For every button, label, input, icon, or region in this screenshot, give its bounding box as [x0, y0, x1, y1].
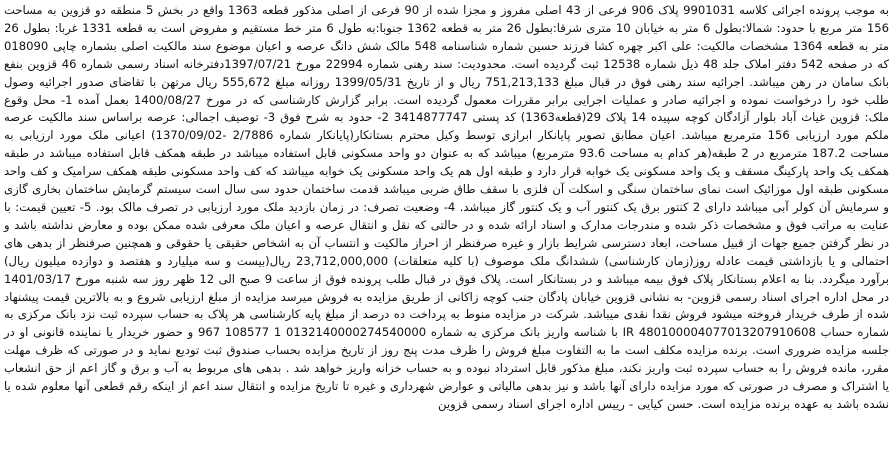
notice-body-text: به موجب پرونده اجرائی کلاسه 9901031 پلاک 906 فرعی از 43 اصلی مفروز و مجزا شده از 90 فرعی از اصلی مذکور قطعه 1363 واقع در بخش 5 منطقه دو قزوین به مساحت 156 متر مربع با حدود: شمالا:بطول 6 متر به خیابان 10 متری شرقا:بطول 26 متر به قطعه 1362 جنوبا:به طول 6 متر خط مستقیم و مفروض است به قطعه 1331 غربا: بطول 26 متر به قطعه 1364 مشخصات مالکیت: علی اکبر چهره کشا فرزند حسین شماره شناسنامه 548 مالک شش دانگ عرصه و اعیان موضوع سند مالکیت اصلی بشماره چاپی 018090 که در صفحه 542 دفتر املاک جلد 48 ذیل شماره 12538 ثبت گردیده است. محدودیت: سند رهنی شماره 22994 مورخ 1397/07/21دفترخانه اسناد رسمی شماره 46 قزوین بنفع بانک سامان در رهن میباشد. اجرائیه سند رهنی فوق در قبال مبلغ 751,213,133 ریال و از تاریخ 1399/05/31 روزانه مبلغ 555,672 ریال مرتهن با تقاضای صدور اجرائیه وصول طلب خود را درخواست نموده و اجرائیه صادر و عملیات اجرایی برابر مقررات معمول گردیده است. برابر گزارش کارشناسی که در مورخ 1400/08/27 بعمل آمده 1- محل وقوع ملک: قزوین غیاث آباد بلوار آزادگان کوچه سپیده 14 پلاک 29(قطعه1363) کد پستی 3414877747 2- حدود به شرح فوق 3- توصیف اجمالی: عرصه براساس سند مالکیت عرصه ملکم مورد ارزیابی 156 مترمربع میباشد. اعیان مطابق تصویر پایانکار ابرازی توسط وکیل محترم بستانکار(پایانکار شماره 2/7886 -1370/09/02) اعیانی ملک مورد ارزیابی به مساحت 187.2 مترمربع در 2 طبقه(هر کدام به مساحت 93.6 مترمربع) میباشد که به عنوان دو واحد مسکونی قابل استفاده میباشد در طبقه همکف قابل استفاده میباشد در طبقه همکف یک واحد پارکینگ مسقف و یک واحد مسکونی یک خوابه قرار دارد و طبقه اول هم یک واحد مسکونی یک خوابه میباشد که کف واحد مسکونی طبقه همکف سرامیک و کف واحد مسکونی طبقه اول موزائیک است نمای ساختمان سنگی و اسکلت آن فلزی با سقف طاق ضربی میباشد قدمت ساختمان حدود سی سال است سیستم گرمایش ساختمان بخاری گازی و سرمایش آن کولر آبی میباشد دارای 2 کنتور برق یک کنتور آب و یک کنتور گاز میباشد. 4- وضعیت تصرف: در زمان بازدید ملک مورد ارزیابی در تصرف مالک بود. 5- تعیین قیمت: با عنایت به مراتب فوق و مشخصات ذکر شده و مندرجات مدارک و اسناد ارائه شده و در حالتی که نقل و انتقال عرصه و اعیان ملک معرفی شده ممکن بوده و معارض نداشته باشد و در نظر گرفتن جمیع جهات از قبیل مساحت، ابعاد دسترسی شرایط بازار و غیره صرفنظر از احراز مالکیت و انتساب آن به اشخاص حقیقی یا حقوقی و همچنین صرفنظر از بدهی های احتمالی و یا بازداشتی قیمت عادله روز(زمان کارشناسی) ششدانگ ملک موصوف (با کلیه متعلقات) 23,712,000,000 ریال(بیست و سه میلیارد و هفتصد و دوازده میلیون ریال) برآورد میگردد. بنا به اعلام بستانکار پلاک فوق بیمه میباشد و در بستانکار است. پلاک فوق در قبال طلب پرونده فوق از ساعت 9 صبح الی 12 ظهر روز سه شنبه مورخ 1401/03/17 در محل اداره اجرای اسناد رسمی قزوین- به نشانی قزوین خیابان پادگان جنب کوچه زاکانی از طریق مزایده به فروش میرسد مزایده از مبلغ ارزیابی شروع و به بالاترین قیمت پیشنهاد شده از طرف خریدار فروخته میشود فروش نقدا نقدی میباشد. شرکت در مزایده منوط به پرداخت ده درصد از مبلغ پایه کارشناسی هر پلاک به حساب سپرده ثبت نزد بانک مرکزی به شماره حساب IR 480100004077013207910608 با شناسه واریز بانک مرکزی به شماره 0132140000274540000 1 108577 967 و حضور خریدار یا نماینده قانونی او در جلسه مزایده ضروری است. برنده مزایده مکلف است ما به التفاوت مبلغ فروش را ظرف مدت پنج روز از تاریخ مزایده بحساب صندوق ثبت تودیع نماید و در صورتی که ظرف مهلت مقرر، مانده فروش را به حساب سپرده ثبت واریز نکند، مبلغ مذکور قابل استرداد نبوده و به حساب خزانه واریز خواهد شد . بدهی های مربوط به آب و برق و گاز اعم از حق انشعاب یا اشتراک و مصرف در صورتی که مورد مزایده دارای آنها باشد و نیز بدهی مالیاتی و عوارض شهرداری و غیره تا تاریخ مزایده و انتقال سند اعم از اینکه رقم قطعی آنها معلوم شده یا نشده باشد به عهده برنده مزایده است. حسن کیایی - رییس اداره اجرای اسناد رسمی قزوین [4, 3, 890, 411]
